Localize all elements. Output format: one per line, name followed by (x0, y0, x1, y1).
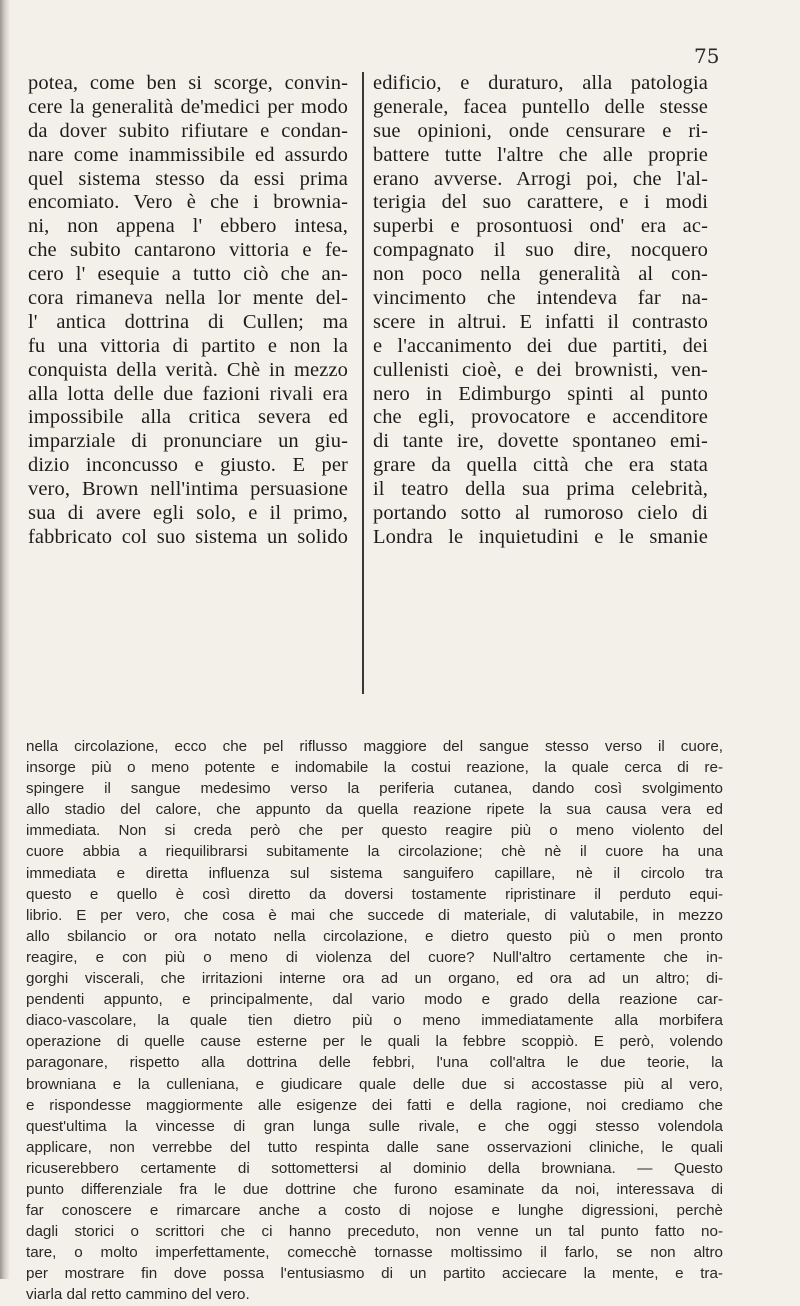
footnote-line: pendenti appunto, e principalmente, dal vario modo e grado della reazione car- (26, 991, 723, 1009)
footnote-line: insorge più o meno potente e indomabile la costui reazione, la quale cerca di re- (26, 759, 723, 777)
text-line: alla lotta delle due fazioni rivali era (28, 382, 348, 405)
text-line: grare da quella città che era stata (373, 454, 708, 477)
text-line: di tante ire, dovette spontaneo emi- (373, 430, 708, 453)
footnote-line: reagire, e con più o meno di violenza del cuore? Null'altro certamente che in- (26, 948, 723, 966)
text-line: cullenisti cioè, e dei brownisti, ven- (373, 358, 708, 381)
text-line: compagnato il suo dire, nocquero (373, 239, 708, 262)
footnote-line: allo stadio del calore, che appunto da quella reazione ripete la sua causa vera ed (26, 801, 723, 819)
text-line: conquista della verità. Chè in mezzo (28, 358, 348, 381)
text-line: sua di avere egli solo, e il primo, (28, 502, 348, 525)
text-line: portando sotto al rumoroso cielo di (373, 502, 708, 525)
text-line: generale, facea puntello delle stesse (373, 95, 708, 118)
footnote (26, 736, 723, 1306)
text-line: battere tutte l'altre che alle proprie (373, 143, 708, 166)
footnote-line: per mostrare fin dove possa l'entusiasmo di un partito acciecare la mente, e tra- (26, 1265, 723, 1283)
column-divider (362, 72, 364, 694)
left-text-column (28, 72, 348, 550)
text-line: superbi e prosontuosi ond' era ac- (373, 215, 708, 238)
footnote-line: cuore abbia a riequilibrarsi subitamente la circolazione; chè nè il cuore ha una (26, 843, 723, 861)
text-line: nare come inammissibile ed assurdo (28, 143, 348, 166)
text-line: cero l' esequie a tutto ciò che an- (28, 263, 348, 286)
text-line: che egli, provocatore e accenditore (373, 406, 708, 429)
text-line: encomiato. Vero è che i brownia- (28, 191, 348, 214)
footnote-line: browniana e la culleniana, e giudicare quale delle due si accostasse più al vero, (26, 1075, 723, 1093)
text-line: vero, Brown nell'intima persuasione (28, 478, 348, 501)
text-line: sue opinioni, onde censurare e ri- (373, 119, 708, 142)
footnote-line: tare, o molto imperfettamente, comecchè tornasse moltissimo il farlo, se non altro (26, 1244, 723, 1262)
footnote-line: punto differenziale fra le due dottrine che furono esaminate da noi, interessava di (26, 1180, 723, 1198)
text-line: non poco nella generalità al con- (373, 263, 708, 286)
footnote-line: diaco-vascolare, la quale tien dietro più o meno immediatamente alla morbifera (26, 1012, 723, 1030)
text-line: erano avverse. Arrogi poi, che l'al- (373, 167, 708, 190)
text-line: impossibile alla critica severa ed (28, 406, 348, 429)
right-text-column (373, 72, 708, 550)
text-line: cere la generalità de'medici per modo (28, 95, 348, 118)
footnote-line: gorghi viscerali, che irritazioni interne ora ad un organo, ed ora ad un altro; di- (26, 970, 723, 988)
text-line: cora rimaneva nella lor mente del- (28, 287, 348, 310)
text-line: imparziale di pronunciare un giu- (28, 430, 348, 453)
footnote-line: nella circolazione, ecco che pel riflusso maggiore del sangue stesso verso il cuore, (26, 738, 723, 755)
text-line: edificio, e duraturo, alla patologia (373, 72, 708, 94)
text-line: fabbricato col suo sistema un solido (28, 525, 348, 548)
text-line: fu una vittoria di partito e non la (28, 334, 348, 357)
text-line: terigia del suo carattere, e i modi (373, 191, 708, 214)
text-line: dizio inconcusso e giusto. E per (28, 454, 348, 477)
footnote-line: operazione di quelle cause esterne per le quali la febbre scoppiò. E però, volendo (26, 1033, 723, 1051)
text-line: vincimento che intendeva far na- (373, 287, 708, 310)
footnote-line: paragonare, rispetto alla dottrina delle febbri, l'una coll'altra le due teorie, la (26, 1054, 723, 1072)
footnote-line: applicare, non verrebbe del tutto respinta dalle sane osservazioni cliniche, le quali (26, 1138, 723, 1156)
text-line: Londra le inquietudini e le smanie (373, 525, 708, 548)
footnote-line: quest'ultima la vincesse di gran lunga sulle rivale, e che oggi stesso volendola (26, 1117, 723, 1135)
text-line: il teatro della sua prima celebrità, (373, 478, 708, 501)
text-line: da dover subito rifiutare e condan- (28, 119, 348, 142)
footnote-line: librio. E per vero, che cosa è mai che succede di materiale, di valutabile, in mezzo (26, 906, 723, 924)
footnote-line: e rispondesse maggiormente alle esigenze dei fatti e della ragione, noi crediamo che (26, 1096, 723, 1114)
footnote-line: allo sbilancio or ora notato nella circolazione, e dietro questo più o men pronto (26, 927, 723, 945)
footnote-line: questo e quello è così diretto da doversi tostamente ripristinare il perduto equi- (26, 885, 723, 903)
text-line: quel sistema stesso da essi prima (28, 167, 348, 190)
footnote-line: viarla dal retto cammino del vero. (26, 1286, 250, 1304)
binding-edge (0, 0, 10, 1279)
page-number: 75 (694, 44, 720, 68)
text-line: l' antica dottrina di Cullen; ma (28, 310, 348, 333)
footnote-line: ricuserebbero certamente di sottomettersi al dominio della browniana. — Questo (26, 1159, 723, 1177)
text-line: potea, come ben si scorge, convin- (28, 72, 348, 94)
footnote-line: far conoscere e rimarcare anche a costo di nojose e lunghe digressioni, perchè (26, 1202, 723, 1220)
footnote-line: spingere il sangue medesimo verso la periferia cutanea, dando così svolgimento (26, 780, 723, 798)
footnote-line: dagli storici o scrittori che ci hanno preceduto, non venne un tal punto fatto no- (26, 1223, 723, 1241)
text-line: ni, non appena l' ebbero intesa, (28, 215, 348, 238)
text-line: nero in Edimburgo spinti al punto (373, 382, 708, 405)
text-line: scere in altrui. E infatti il contrasto (373, 310, 708, 333)
text-line: e l'accanimento dei due partiti, dei (373, 334, 708, 357)
footnote-line: immediata e diretta influenza sul sistema sanguifero capillare, nè il circolo tra (26, 864, 723, 882)
text-line: che subito cantarono vittoria e fe- (28, 239, 348, 262)
footnote-line: immediata. Non si creda però che per questo reagire più o meno violento del (26, 822, 723, 840)
